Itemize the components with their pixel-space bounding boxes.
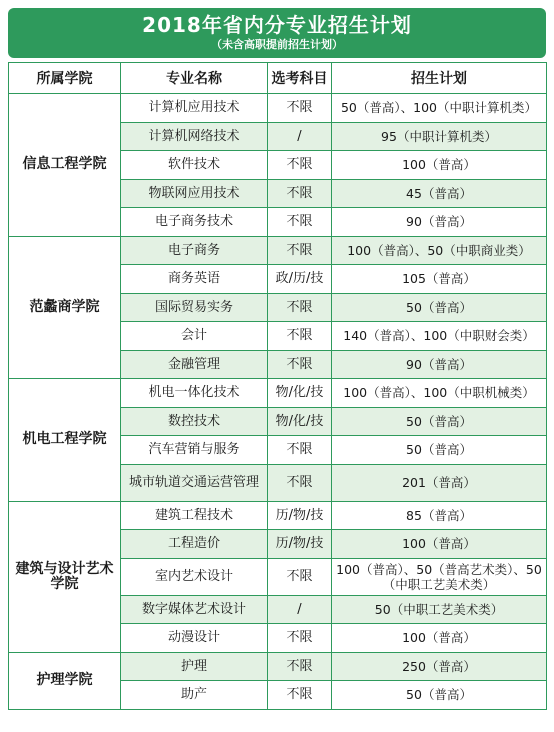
enrollment-plan-cell: 50（中职工艺美术类） <box>332 595 547 624</box>
table-row <box>9 652 547 681</box>
enrollment-plan-cell: 105（普高） <box>332 265 547 294</box>
table-row <box>9 501 547 530</box>
major-name-cell: 计算机网络技术 <box>121 122 268 151</box>
major-name-cell: 助产 <box>121 681 268 710</box>
major-name-cell: 动漫设计 <box>121 624 268 653</box>
table-row <box>9 236 547 265</box>
enrollment-plan-cell: 100（普高）、100（中职机械类） <box>332 379 547 408</box>
major-name-cell: 建筑工程技术 <box>121 501 268 530</box>
major-name-cell: 电子商务 <box>121 236 268 265</box>
major-name-cell: 数字媒体艺术设计 <box>121 595 268 624</box>
enrollment-plan-cell: 50（普高） <box>332 681 547 710</box>
enrollment-plan-cell: 100（普高） <box>332 530 547 559</box>
major-name-cell: 护理 <box>121 652 268 681</box>
major-name-cell: 室内艺术设计 <box>121 558 268 595</box>
major-name-cell: 商务英语 <box>121 265 268 294</box>
column-header-subject: 选考科目 <box>268 63 332 94</box>
major-name-cell: 城市轨道交通运营管理 <box>121 464 268 501</box>
subject-requirement-cell: 不限 <box>268 179 332 208</box>
enrollment-plan-cell: 50（普高） <box>332 436 547 465</box>
subject-requirement-cell: 政/历/技 <box>268 265 332 294</box>
subject-requirement-cell: 不限 <box>268 322 332 351</box>
enrollment-plan-cell: 100（普高）、50（普高艺术类）、50（中职工艺美术类） <box>332 558 547 595</box>
subject-requirement-cell: 不限 <box>268 151 332 180</box>
college-name-cell: 建筑与设计艺术学院 <box>9 501 121 652</box>
college-name-cell: 范蠡商学院 <box>9 236 121 379</box>
enrollment-plan-cell: 90（普高） <box>332 208 547 237</box>
subject-requirement-cell: 物/化/技 <box>268 379 332 408</box>
page-subtitle: （未含高职提前招生计划） <box>211 38 343 51</box>
column-header-plan: 招生计划 <box>332 63 547 94</box>
college-name-cell: 信息工程学院 <box>9 94 121 237</box>
enrollment-plan-cell: 100（普高） <box>332 151 547 180</box>
subject-requirement-cell: / <box>268 595 332 624</box>
subject-requirement-cell: 不限 <box>268 293 332 322</box>
subject-requirement-cell: 不限 <box>268 652 332 681</box>
column-header-college: 所属学院 <box>9 63 121 94</box>
subject-requirement-cell: 不限 <box>268 350 332 379</box>
subject-requirement-cell: 不限 <box>268 236 332 265</box>
major-name-cell: 汽车营销与服务 <box>121 436 268 465</box>
enrollment-plan-cell: 50（普高） <box>332 407 547 436</box>
table-row <box>9 94 547 123</box>
subject-requirement-cell: 不限 <box>268 624 332 653</box>
college-name-cell: 护理学院 <box>9 652 121 709</box>
major-name-cell: 物联网应用技术 <box>121 179 268 208</box>
major-name-cell: 机电一体化技术 <box>121 379 268 408</box>
title-banner <box>8 8 546 58</box>
page-title: 2018年省内分专业招生计划 <box>142 13 412 37</box>
enrollment-plan-cell: 95（中职计算机类） <box>332 122 547 151</box>
subject-requirement-cell: 不限 <box>268 558 332 595</box>
enrollment-plan-cell: 45（普高） <box>332 179 547 208</box>
column-header-major: 专业名称 <box>121 63 268 94</box>
enrollment-plan-cell: 50（普高）、100（中职计算机类） <box>332 94 547 123</box>
enrollment-plan-cell: 90（普高） <box>332 350 547 379</box>
college-name-cell: 机电工程学院 <box>9 379 121 502</box>
major-name-cell: 金融管理 <box>121 350 268 379</box>
subject-requirement-cell: / <box>268 122 332 151</box>
subject-requirement-cell: 历/物/技 <box>268 501 332 530</box>
table-header-row <box>9 63 547 94</box>
subject-requirement-cell: 历/物/技 <box>268 530 332 559</box>
major-name-cell: 数控技术 <box>121 407 268 436</box>
major-name-cell: 计算机应用技术 <box>121 94 268 123</box>
enrollment-plan-cell: 85（普高） <box>332 501 547 530</box>
subject-requirement-cell: 不限 <box>268 436 332 465</box>
subject-requirement-cell: 不限 <box>268 208 332 237</box>
admission-plan-table <box>8 62 547 710</box>
major-name-cell: 会计 <box>121 322 268 351</box>
subject-requirement-cell: 物/化/技 <box>268 407 332 436</box>
enrollment-plan-cell: 50（普高） <box>332 293 547 322</box>
major-name-cell: 工程造价 <box>121 530 268 559</box>
subject-requirement-cell: 不限 <box>268 94 332 123</box>
enrollment-plan-cell: 140（普高）、100（中职财会类） <box>332 322 547 351</box>
major-name-cell: 软件技术 <box>121 151 268 180</box>
subject-requirement-cell: 不限 <box>268 681 332 710</box>
enrollment-plan-cell: 100（普高） <box>332 624 547 653</box>
table-row <box>9 379 547 408</box>
table-body <box>9 94 547 710</box>
enrollment-plan-cell: 250（普高） <box>332 652 547 681</box>
enrollment-plan-cell: 201（普高） <box>332 464 547 501</box>
major-name-cell: 国际贸易实务 <box>121 293 268 322</box>
enrollment-plan-cell: 100（普高）、50（中职商业类） <box>332 236 547 265</box>
subject-requirement-cell: 不限 <box>268 464 332 501</box>
major-name-cell: 电子商务技术 <box>121 208 268 237</box>
